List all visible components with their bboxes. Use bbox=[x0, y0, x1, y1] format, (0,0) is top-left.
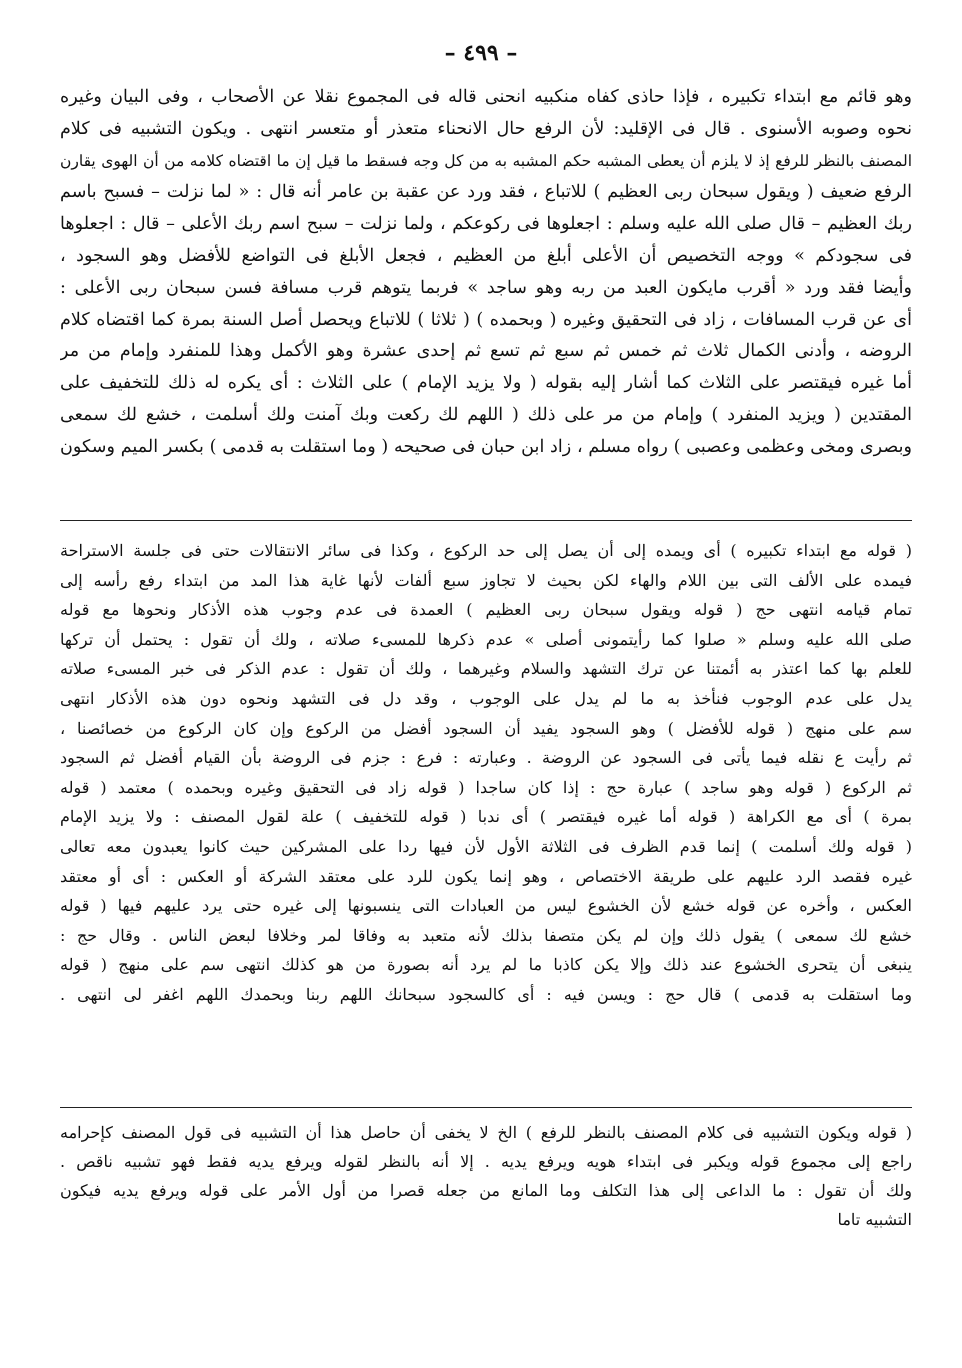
footnote-line: غيره فقصد الرد عليهم على طريقة الاختصاص ، وهو إنما يكون للرد على معتقد الشركة أو العكس : أى أو معتقد bbox=[60, 866, 912, 886]
footnote-line: يدل على عدم الوجوب فنأخذ به ما لم يدل على الوجوب ، وقد دل فى التشهد ونحوه دون هذه الأذكار انتهى bbox=[60, 688, 912, 708]
footnote-line: ولك أن تقول : ما الداعى إلى هذا التكلف وما المانع من جعله قصرا من أول الأمر على قوله ويرفع يديه فيكون bbox=[60, 1181, 912, 1200]
footnote-line: صلى الله عليه وسلم « صلوا كما رأيتمونى أصلى » عدم ذكرها للمسىء صلاته ، ولك أن تقول : يحتمل أن تركها bbox=[60, 629, 912, 649]
footnote-divider bbox=[60, 1107, 912, 1108]
footnote-line: تمام قيامه انتهى حج ( قوله ويقول سبحان ربى العظيم ) العمدة فى عدم وجوب هذه الأذكار ونحوها مع قوله bbox=[60, 600, 912, 620]
main-line: أى عن قرب المسافات ، زاد فى التحقيق وغيره ( وبحمده ) ( ثلاثا ) للاتباع ويحصل أصل السنة بمرة كما اقتضاه كلام bbox=[60, 309, 912, 330]
footnote-line: ( قوله ويكون التشبيه فى كلام المصنف بالنظر للرفع ) الخ لا يخفى أن حاصل هذا أن التشبيه فى قول المصنف كإحرامه bbox=[60, 1123, 912, 1142]
main-line: المقتدين ( ويزيد المنفرد ) وإمام من مر على ذلك ( اللهم لك ركعت وبك آمنت ولك أسلمت ، خشع لك سمعى bbox=[60, 404, 912, 425]
main-text bbox=[60, 82, 912, 464]
main-line: المصنف بالنظر للرفع إذ لا يلزم أن يعطى المشبه حكم المشبه به من كل وجه فسقط ما قيل إن ما اقتضاه كلامه من أن الهوى يقارن bbox=[60, 151, 912, 170]
main-line: الرفع ضعيف ( ويقول سبحان ربى العظيم ) للاتباع ، فقد ورد عن عقبة بن عامر أنه قال : « لما نزلت – فسبح باسم bbox=[60, 182, 912, 203]
footnote-line: خشع لك سمعى ) يقول ذلك وإن لم يكن متصفا بذلك لأنه متعبد به وفاقا لمر وخلافا لبعض الناس . وقال حج : bbox=[60, 925, 912, 945]
footnote-line: ( قوله مع ابتداء تكبيره ) أى ويمده إلى أن يصل إلى حد الركوع ، وكذا فى سائر الانتقالات حتى فى جلسة الاستراحة bbox=[60, 541, 912, 560]
footnote-line: ينبغى أن يتحرى الخشوع عند ذلك وإلا يكن كاذبا ما لم يرد أنه بصورة من هو كذلك انتهى سم على منهج ( قوله bbox=[60, 955, 912, 975]
footnote-line: سم على منهج ( قوله للأفضل ) وهو السجود يفيد أن السجود أفضل من الركوع وإن كان الركوع من خصائصنا ، bbox=[60, 718, 912, 738]
main-line: وأيضا فقد ورد « أقرب مايكون العبد من ربه وهو ساجد » فربما يتوهم قرب مسافة فسن سبحان ربى الأعلى : bbox=[60, 277, 912, 298]
main-line: فى سجودكم » ووجه التخصيص أن الأعلى أبلغ من العظيم ، فجعل الأبلغ فى التواضع للأفضل وهو السجود ، bbox=[60, 245, 912, 266]
main-line: الروضه ، وأدنى الكمال ثلاث ثم خمس ثم سبع ثم تسع ثم إحدى عشرة وهو الأكمل وهذا للمنفرد وإمام من مر bbox=[60, 341, 912, 362]
footnote-line: للعلم بها كما اعتذر به أئمتنا عن ترك التشهد والسلام وغيرهما ، ولك أن تقول : عدم الذكر فى خبر المسىء صلاته bbox=[60, 659, 912, 679]
footnote-block bbox=[60, 1118, 912, 1234]
footnote-line: التشبيه تاما bbox=[837, 1210, 912, 1229]
footnote-line: راجع إلى مجموع قوله ويكبر فى ابتداء هويه ويرفع يديه . إلا أنه بالنظر لقوله ويرفع يديه فقط فهو تشبيه ناقص . bbox=[60, 1152, 912, 1171]
main-line: وهو قائم مع ابتداء تكبيره ، فإذا حاذى كفاه منكبيه انحنى قاله فى المجموع نقلا عن الأصحاب ، وفى البيان وغيره bbox=[60, 87, 912, 107]
main-line: وبصرى ومخى وعظمى وعصبى ) رواه مسلم ، زاد ابن حبان فى صحيحه ( وما استقلت به قدمى ) بكسر الميم وسكون bbox=[60, 436, 912, 457]
page-number: – ٤٩٩ – bbox=[444, 40, 518, 66]
footnote-line: ثم رأيت ع نقله فيما يأتى فى السجود عن الروضة . وعبارته : فرع : جزم فى الروضة بأن القيام أفضل ثم السجود bbox=[60, 748, 912, 768]
footnote-line: العكس ، وأخره عن قوله خشع لأن الخشوع ليس من العبادات التى ينسبونها إلى غيره حتى يرد عليهم فيها ( قوله bbox=[60, 896, 912, 916]
footnote-line: وما استقلت به قدمى ) قال حج : ويسن فيه : أى كالسجود سبحانك اللهم ربنا وبحمدك اللهم اغفر لى انتهى . bbox=[60, 984, 912, 1004]
footnote-line: فيمده على الألف التى بين اللام والهاء لكن بحيث لا تجاوز سبع ألفات لأنها غاية هذا المد من ابتداء رفع رأسه إلى bbox=[60, 570, 912, 590]
footnote-line: ثم الركوع ( قوله وهو ساجد ) عبارة حج : إذا كان ساجدا ( قوله زاد فى التحقيق وغيره وبحمده ) معتمد ( قوله bbox=[60, 777, 912, 797]
main-line: أما غيره فيقتصر على الثلاث كما أشار إليه بقوله ( ولا يزيد الإمام ) على الثلاث : أى يكره له ذلك للتخفيف على bbox=[60, 373, 912, 394]
footnote-line: ( قوله ولك أسلمت ) إنما قدم الظرف فى الثلاثة الأول لأن فيها ردا على المشركين حيث كانوا يعبدون معه تعالى bbox=[60, 836, 912, 856]
main-line: ربك العظيم – قال صلى الله عليه وسلم : اجعلوها فى ركوعكم ، ولما نزلت – سبح اسم ربك الأعلى – قال : اجعلوها bbox=[60, 214, 912, 235]
footnote-block bbox=[60, 536, 912, 1010]
main-line: نحوه وصوبه الأسنوى . قال فى الإقليد: لأن الرفع حال الانحناء متعذر أو متعسر انتهى . ويكون التشبيه فى كلام bbox=[60, 118, 912, 139]
footnote-divider bbox=[60, 520, 912, 521]
footnote-line: بمرة ) أى مع الكراهة ( قوله أما غيره فيقتصر ) أى ندبا ( قوله للتخفيف ) علة لقول المصنف : ولا يزيد الإمام bbox=[60, 807, 912, 827]
